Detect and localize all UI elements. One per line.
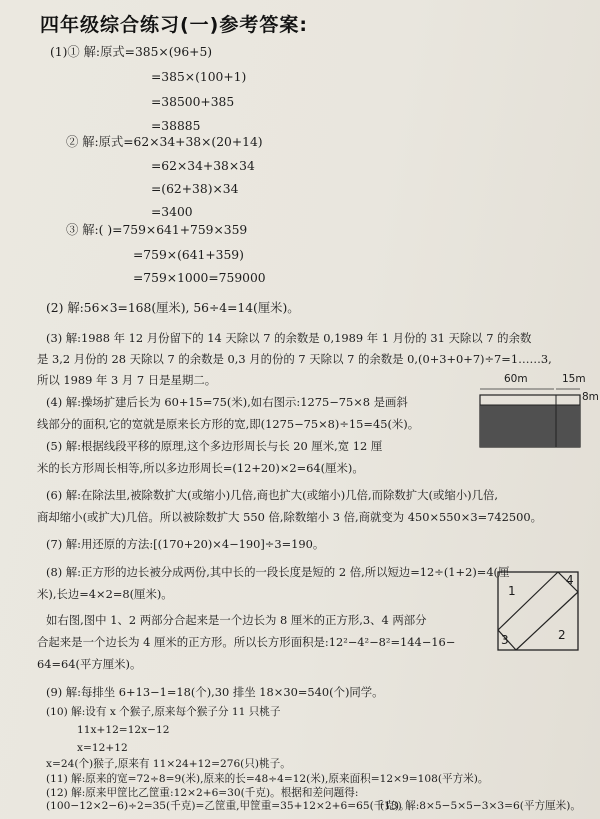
region-4-label: 4: [566, 573, 574, 587]
answer-line: =38885: [151, 119, 201, 133]
answer-line: (2) 解:56×3=168(厘米), 56÷4=14(厘米)。: [46, 301, 300, 315]
region-2-label: 2: [558, 628, 566, 642]
answer-line: (5) 解:根据线段平移的原理,这个多边形周长与长 20 厘米,宽 12 厘: [46, 439, 383, 453]
answer-line: 如右图,图中 1、2 两部分合起来是一个边长为 8 厘米的正方形,3、4 两部分: [46, 613, 427, 627]
answer-line: ③ 解:( )=759×641+759×359: [66, 223, 248, 237]
label-60m: 60m: [504, 373, 528, 385]
answer-line: =759×(641+359): [133, 248, 244, 262]
answer-line: (9) 解:每排坐 6+13−1=18(个),30 排坐 18×30=540(个)同学。: [46, 685, 384, 699]
answer-line: (10) 解:设有 x 个猴子,原来每个猴子分 11 只桃子: [46, 706, 281, 718]
answer-line: =(62+38)×34: [151, 182, 239, 196]
answer-line: 米),长边=4×2=8(厘米)。: [37, 587, 173, 601]
answer-line: 合起来是一个边长为 4 厘米的正方形。所以长方形面积是:12²−4²−8²=144−16−: [37, 635, 456, 649]
rectangle-diagram: [478, 373, 599, 449]
label-15m: 15m: [562, 373, 586, 385]
answer-line: =759×1000=759000: [133, 271, 266, 285]
answer-line: 64=64(平方厘米)。: [37, 657, 142, 671]
answer-line: (13) 解:8×5−5×5−3×3=6(平方厘米)。: [380, 800, 581, 812]
answer-line: 11x+12=12x−12: [77, 724, 170, 736]
answer-line: x=24(个)猴子,原来有 11×24+12=276(只)桃子。: [46, 758, 291, 770]
answer-line: (6) 解:在除法里,被除数扩大(或缩小)几倍,商也扩大(或缩小)几倍,而除数扩大(或缩小)几倍,: [46, 488, 499, 502]
answer-line: (4) 解:操场扩建后长为 60+15=75(米),如右图示:1275−75×8 是画斜: [46, 395, 408, 409]
answer-line: =38500+385: [151, 95, 235, 109]
answer-line: =385×(100+1): [151, 70, 247, 84]
answer-line: 所以 1989 年 3 月 7 日是星期二。: [37, 373, 217, 387]
answer-line: 商却缩小(或扩大)几倍。所以被除数扩大 550 倍,除数缩小 3 倍,商就变为 450×550×3=742500。: [37, 510, 543, 524]
square-diagram: [496, 570, 582, 652]
answer-line: =62×34+38×34: [151, 159, 255, 173]
answer-line: ② 解:原式=62×34+38×(20+14): [66, 135, 263, 149]
label-8m: 8m: [582, 391, 599, 403]
answer-line: (8) 解:正方形的边长被分成两份,其中长的一段长度是短的 2 倍,所以短边=12÷(1+2)=4(厘: [46, 565, 510, 579]
answer-line: (12) 解:原来甲筐比乙筐重:12×2+6=30(千克)。根据和差问题得:: [46, 787, 359, 799]
region-3-label: 3: [501, 633, 509, 647]
answer-line: 线部分的面积,它的宽就是原来长方形的宽,即(1275−75×8)÷15=45(米)。: [37, 417, 420, 431]
page-title: 四年级综合练习(一)参考答案:: [40, 14, 308, 36]
answer-line: (3) 解:1988 年 12 月份留下的 14 天除以 7 的余数是 0,1989 年 1 月份的 31 天除以 7 的余数: [46, 331, 532, 345]
answer-line: 米的长方形周长相等,所以多边形周长=(12+20)×2=64(厘米)。: [37, 461, 364, 475]
answer-line: (7) 解:用还原的方法:[(170+20)×4−190]÷3=190。: [46, 537, 325, 551]
answer-line: 是 3,2 月份的 28 天除以 7 的余数是 0,3 月的份的 7 天除以 7 的余数是 0,(0+3+0+7)÷7=1……3,: [37, 352, 552, 366]
answer-line: (11) 解:原来的宽=72÷8=9(米),原来的长=48÷4=12(米),原来面积=12×9=108(平方米)。: [46, 773, 489, 785]
answer-line: (100−12×2−6)÷2=35(千克)=乙筐重,甲筐重=35+12×2+6=65(千克)。: [46, 800, 410, 812]
region-1-label: 1: [508, 584, 516, 598]
answer-line: =3400: [151, 205, 193, 219]
answer-line: x=12+12: [77, 742, 128, 754]
answer-line: (1)① 解:原式=385×(96+5): [50, 45, 213, 59]
